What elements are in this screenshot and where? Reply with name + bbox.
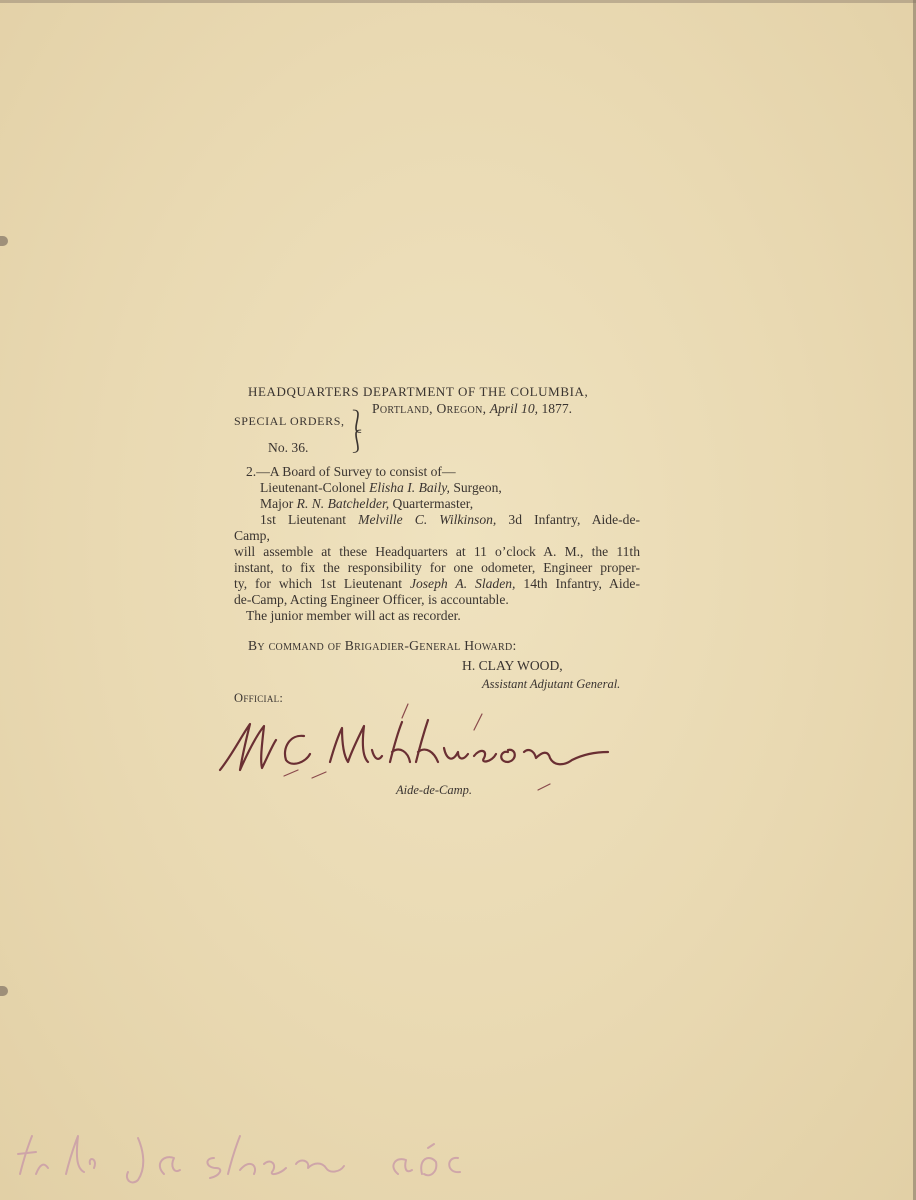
place-date-prefix: Portland, Oregon, xyxy=(372,401,487,416)
official-label: Official: xyxy=(234,691,284,705)
member-3-rank: 1st Lieutenant xyxy=(260,512,347,527)
special-orders-label: SPECIAL ORDERS, xyxy=(234,414,345,428)
pencil-annotation xyxy=(14,1128,474,1188)
member-1-name: Elisha I. Baily, xyxy=(369,480,450,495)
body-line-3-name: Joseph A. Sladen, xyxy=(409,576,516,591)
body-line-3 xyxy=(234,576,640,592)
member-2 xyxy=(260,496,473,512)
brace-icon: ⎰ xyxy=(346,429,369,454)
body-line-4: de-Camp, Acting Engineer Officer, is accountable. xyxy=(234,592,509,607)
place-date xyxy=(372,401,572,417)
place-date-year: 1877. xyxy=(541,401,573,416)
body-line-5: The junior member will act as recorder. xyxy=(246,608,461,623)
page-edge-top xyxy=(0,0,916,3)
member-1 xyxy=(260,480,502,496)
binding-hole-bottom xyxy=(0,986,8,996)
body-line-2: instant, to fix the responsibility for one odometer, Engineer proper- xyxy=(234,560,640,575)
binding-hole-top xyxy=(0,236,8,246)
member-1-rank: Lieutenant-Colonel xyxy=(260,480,366,495)
member-3-name: Melville C. Wilkinson, xyxy=(358,512,497,527)
body-line-3-end: 14th Infantry, Aide- xyxy=(523,576,640,591)
member-1-role: Surgeon, xyxy=(453,480,502,495)
member-3 xyxy=(260,512,640,528)
paragraph-intro: 2.—A Board of Survey to consist of— xyxy=(246,464,456,479)
place-date-day: April 10, xyxy=(489,401,539,416)
member-3-continued: Camp, xyxy=(234,528,270,543)
signature-title: Aide-de-Camp. xyxy=(396,783,473,797)
member-2-role: Quartermaster, xyxy=(392,496,474,511)
member-3-role: 3d Infantry, Aide-de- xyxy=(508,512,641,527)
member-2-name: R. N. Batchelder, xyxy=(296,496,390,511)
member-2-rank: Major xyxy=(260,496,294,511)
document-header: HEADQUARTERS DEPARTMENT OF THE COLUMBIA, xyxy=(248,384,589,399)
body-line-3-start: ty, for which 1st Lieutenant xyxy=(234,576,402,591)
command-line: By command of Brigadier-General Howard: xyxy=(248,638,517,653)
brace-icon: ⎱ xyxy=(346,409,369,434)
body-line-1: will assemble at these Headquarters at 11 o’clock A. M., the 11th xyxy=(234,544,640,559)
signer-name: H. CLAY WOOD, xyxy=(462,658,563,673)
order-number: No. 36. xyxy=(268,440,309,455)
wilkinson-signature xyxy=(212,700,612,796)
signer-title: Assistant Adjutant General. xyxy=(482,677,621,691)
